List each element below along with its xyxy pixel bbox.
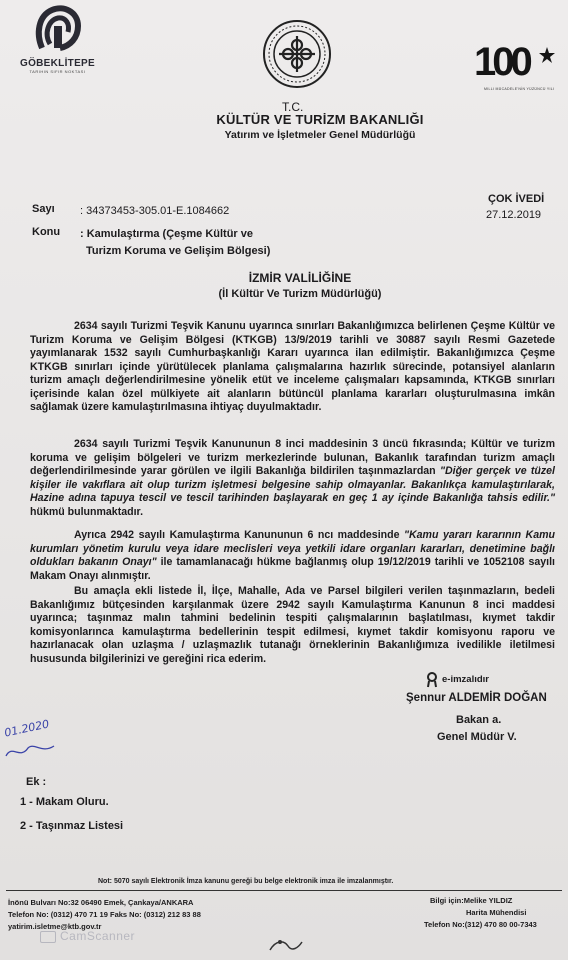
- ministry-name: KÜLTÜR VE TURİZM BAKANLIĞI: [216, 112, 424, 127]
- footer-info-2: Harita Mühendisi: [466, 908, 527, 917]
- signer-title-2: Genel Müdür V.: [437, 731, 517, 743]
- crescent-star-icon: [538, 46, 556, 64]
- p3-text: Ayrıca 2942 sayılı Kamulaştırma Kanununun 6 ncı maddesinde: [74, 529, 404, 541]
- footer-email: yatirim.isletme@ktb.gov.tr: [8, 922, 102, 931]
- sayi-value: : 34373453-305.01-E.1084662: [80, 205, 230, 217]
- addressee-line-1: İZMİR VALİLİĞİNE: [248, 271, 352, 285]
- urgency-label: ÇOK İVEDİ: [488, 193, 545, 205]
- p2-text: 2634 sayılı Turizmi Teşvik Kanununun 8 inci maddesinin 3 üncü fıkrasında; Kültür ve turizm koruma ve gelişim bölgeleri ve turizm merkezlerinde bulunan, Bakanlık tarafından turizm amaçlı değerlendirilmesinde yarar görülen ve ilgili Bakanlığa bildirilen taşınmazlardan: [30, 438, 555, 477]
- esign-note: Not: 5070 sayılı Elektronik İmza kanunu gereği bu belge elektronik imza ile imzalanmıştır.: [98, 878, 394, 885]
- attachment-item-1: 1 - Makam Oluru.: [20, 796, 109, 808]
- p2-quote: "Diğer gerçek ve tüzel kişiler ile vakıflara ait olup turizm işletmesi belgesine sahip olmayanlar. Bakanlıkça kamulaştırılarak, Hazine adına tapuya tescil ve tescil tarihinden başlayarak en geç 1 ay içinde Bakanlığa tahsis edilir.": [30, 465, 556, 504]
- centenary-logo: [470, 40, 562, 96]
- tc-heading: T.C.: [282, 100, 304, 114]
- handwritten-date: 01.2020: [3, 717, 51, 740]
- document-date: 27.12.2019: [486, 209, 542, 221]
- turkiye-brand-icon: [266, 936, 306, 956]
- footer-info-1: Bilgi için:Melike YILDIZ: [430, 896, 513, 905]
- konu-line-2: Turizm Koruma ve Gelişim Bölgesi): [86, 245, 271, 257]
- watermark-text: CamScanner: [60, 929, 136, 943]
- attachments-label: Ek :: [26, 776, 47, 788]
- handwritten-scribble-icon: [2, 740, 62, 762]
- attachment-item-2: 2 - Taşınmaz Listesi: [20, 820, 124, 832]
- konu-line-1: : Kamulaştırma (Çeşme Kültür ve: [80, 228, 253, 240]
- centenary-number: 100: [474, 40, 529, 84]
- footer-info-3: Telefon No:(312) 470 80 00-7343: [424, 920, 537, 929]
- logo-left-name: GÖBEKLİTEPE: [20, 58, 95, 69]
- logo-left-sub: TARIHIN SIFIR NOKTASI: [29, 69, 86, 74]
- department-name: Yatırım ve İşletmeler Genel Müdürlüğü: [224, 129, 416, 141]
- camscanner-icon: [40, 931, 56, 943]
- gobeklitepe-logo: [10, 4, 105, 94]
- addressee-line-2: (İl Kültür Ve Turizm Müdürlüğü): [218, 288, 382, 300]
- footer-address-1: İnönü Bulvarı No:32 06490 Emek, Çankaya/ANKARA: [8, 898, 194, 907]
- ministry-emblem: [261, 18, 333, 90]
- esign-label: e-imzalıdır: [442, 674, 489, 685]
- signer-title-1: Bakan a.: [456, 714, 502, 726]
- esign-icon: [426, 672, 440, 693]
- footer-address-2: Telefon No: (0312) 470 71 19 Faks No: (0312) 212 83 88: [8, 910, 201, 919]
- camscanner-watermark: [40, 929, 135, 943]
- body-paragraph-3: [30, 529, 555, 583]
- body-paragraph-4: Bu amaçla ekli listede İl, İlçe, Mahalle, Ada ve Parsel bilgileri verilen taşınmazların, bedeli Bakanlığımız bütçesinden karşılanmak üzere 2942 sayılı Kamulaştırma Kanunun 8 inci maddesi uyarınca; taşınmaz malın tahmini bedelinin tespiti çalışmalarının başlatılması, kıymet takdir komisyonlarınca kamulaştırma bedellerinin tespit edilmesi, kıymet takdir komisyonu raporu ve hazırlanacak olan uzlaşma / uzlaşmazlık tutanağı örneklerinin Bakanlığımıza ivedilikle iletilmesi hususunda bilgilerinizi ve gereğini rica ederim.: [30, 585, 555, 665]
- gobeklitepe-icon: [34, 4, 82, 56]
- body-paragraph-1: 2634 sayılı Turizmi Teşvik Kanunu uyarınca sınırları Bakanlığımızca belirlenen Çeşme Kültür ve Turizm Koruma ve Gelişim Bölgesi (KTKGB) 13/9/2019 tarihli ve 30887 sayılı Resmi Gazetede yayımlanarak 1532 sayılı Cumhurbaşkanlığı Kararı uyarınca ilan edilmiştir. Bakanlığımızca Çeşme KTKGB sınırları içinde yürütülecek planlama çalışmalarına hazırlık sürecinde, potansiyel alanların turizm amaçlı değerlendirilmesine yönelik etüt ve inceleme çalışmaları kapsamında, KTKGB sınırları içerisinde kalan özel mülkiyete ait alanların bütüncül planlama kararları oluşturulmasına imkân sağlamak üzere kamulaştırılmasına ihtiyaç duyulmaktadır.: [30, 320, 555, 413]
- sayi-label: Sayı: [32, 203, 55, 215]
- footer-divider: [6, 890, 562, 891]
- body-paragraph-2: [30, 438, 555, 519]
- konu-label: Konu: [32, 226, 61, 238]
- p2-end: hükmü bulunmaktadır.: [30, 505, 144, 518]
- signer-name: Şennur ALDEMİR DOĞAN: [406, 692, 547, 704]
- centenary-sub: MILLI MÜCADELE'NİN YÜZÜNCÜ YILI: [484, 87, 555, 91]
- ministry-seal-icon: [261, 18, 333, 90]
- p3-quote: "Kamu yararı kararının Kamu kurumları yönetim kurulu veya idare meclisleri veya yetkili idare organları kararları, denetimine bağlı oldukları bakanın Onayı": [30, 529, 555, 568]
- p3-end: ile tamamlanacağı hükme bağlanmış olup 19/12/2019 tarihli ve 1052108 sayılı Makam Onayı alınmıştır.: [30, 556, 555, 582]
